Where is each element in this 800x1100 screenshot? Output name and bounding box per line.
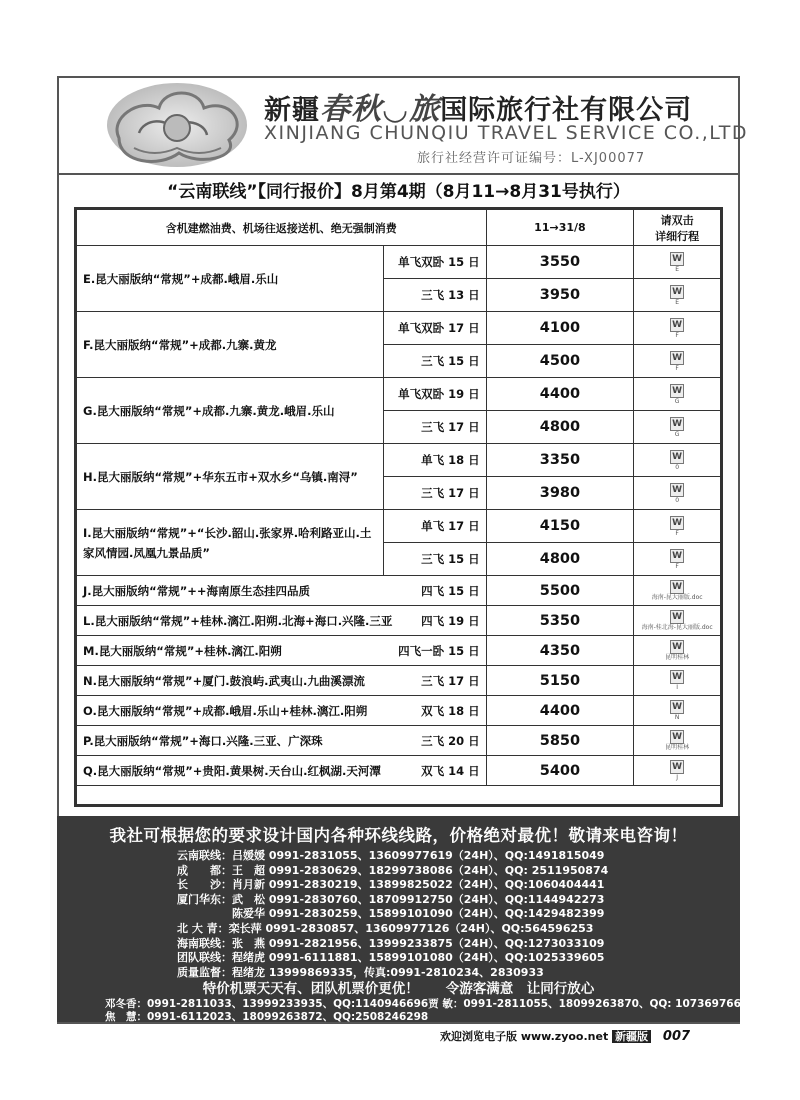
doc-caption: 0	[675, 496, 680, 504]
route-cell	[77, 756, 487, 786]
table-row	[77, 246, 721, 279]
period-title: “云南联线”【同行报价】8月第4期（8月11→8月31号执行）	[167, 182, 630, 202]
price-value: 5150	[486, 666, 634, 696]
travel-mode: 三飞 17 日	[383, 477, 486, 510]
word-doc-icon[interactable]: W	[670, 640, 684, 654]
price-value: 3950	[486, 279, 634, 312]
detail-doc-cell[interactable]	[634, 606, 721, 636]
contact-line: 海南联线：张 燕 0991-2821956、13999233875（24H）、QQ:1273033109	[177, 936, 605, 950]
route-cell	[77, 696, 487, 726]
detail-doc-cell[interactable]	[634, 696, 721, 726]
contact-line: 长 沙：肖月新 0991-2830219、13899825022（24H）、QQ:1060404441	[177, 878, 605, 892]
price-value: 3350	[486, 444, 634, 477]
travel-mode: 单飞 17 日	[383, 510, 486, 543]
company-name-cn: 新疆春秋◡旅国际旅行社有限公司	[264, 92, 693, 127]
doc-caption: 0	[675, 463, 680, 471]
word-doc-icon[interactable]: W	[670, 285, 684, 299]
travel-mode: 双飞 18 日	[421, 703, 480, 718]
travel-mode: 三飞 15 日	[383, 345, 486, 378]
price-table	[76, 209, 721, 786]
doc-caption: G	[674, 397, 680, 405]
word-doc-icon[interactable]: W	[670, 610, 684, 624]
price-value: 4100	[486, 312, 634, 345]
word-doc-icon[interactable]: W	[670, 516, 684, 530]
extra-contact-1: 邓冬香：0991-2811033、13999233935、QQ:1140946696贾 敏：0991-2811055、18099263870、QQ: 1073697663	[105, 998, 749, 1010]
travel-mode: 单飞双卧 17 日	[383, 312, 486, 345]
route-cell	[77, 606, 487, 636]
detail-doc-cell[interactable]	[634, 576, 721, 606]
table-row	[77, 312, 721, 345]
promo-box	[57, 816, 749, 1023]
table-row	[77, 606, 721, 636]
doc-caption: E	[675, 298, 680, 306]
header-date: 11→31/8	[486, 210, 634, 246]
route-name: H.昆大丽版纳“常规”+华东五市+双水乡“乌镇.南浔”	[77, 444, 384, 510]
word-doc-icon[interactable]: W	[670, 483, 684, 497]
word-doc-icon[interactable]: W	[670, 580, 684, 594]
contact-line: 厦门华东：武 松 0991-2830760、18709912750（24H）、QQ:1144942273	[177, 892, 605, 906]
travel-mode: 三飞 15 日	[383, 543, 486, 576]
doc-caption: N	[674, 714, 680, 722]
contact-line: 团队联线：程绪虎 0991-6111881、15899101080（24H）、QQ:1025339605	[177, 951, 605, 965]
route-name: O.昆大丽版纳“常规”+成都.峨眉.乐山+桂林.漓江.阳朔	[83, 703, 368, 718]
route-cell	[77, 726, 487, 756]
price-value: 5850	[486, 726, 634, 756]
travel-mode: 四飞 15 日	[421, 583, 480, 598]
price-value: 4400	[486, 696, 634, 726]
route-name: I.昆大丽版纳“常规”+“长沙.韶山.张家界.哈利路亚山.土家风情园.凤凰九景品质”	[77, 510, 384, 576]
header	[59, 78, 749, 173]
travel-mode: 双飞 14 日	[421, 763, 480, 778]
detail-doc-cell[interactable]	[634, 543, 721, 576]
header-divider	[57, 173, 740, 175]
detail-doc-cell[interactable]	[634, 666, 721, 696]
travel-mode: 单飞 18 日	[383, 444, 486, 477]
word-doc-icon[interactable]: W	[670, 318, 684, 332]
price-value: 5500	[486, 576, 634, 606]
footer	[440, 1028, 690, 1044]
price-value: 5400	[486, 756, 634, 786]
doc-caption: 昆明桂林	[665, 654, 690, 662]
word-doc-icon[interactable]: W	[670, 384, 684, 398]
doc-caption: F	[675, 562, 679, 570]
detail-doc-cell[interactable]	[634, 756, 721, 786]
detail-doc-cell[interactable]	[634, 477, 721, 510]
table-row	[77, 666, 721, 696]
table-row	[77, 444, 721, 477]
route-name: E.昆大丽版纳“常规”+成都.峨眉.乐山	[77, 246, 384, 312]
word-doc-icon[interactable]: W	[670, 760, 684, 774]
detail-doc-cell[interactable]	[634, 510, 721, 543]
price-value: 3980	[486, 477, 634, 510]
detail-doc-cell[interactable]	[634, 636, 721, 666]
word-doc-icon[interactable]: W	[670, 700, 684, 714]
price-value: 4350	[486, 636, 634, 666]
route-cell	[77, 636, 487, 666]
table-row	[77, 756, 721, 786]
contact-line: 质量监督：程绪龙 13999869335，传真:0991-2810234、2830933	[177, 965, 544, 979]
detail-doc-cell[interactable]	[634, 345, 721, 378]
travel-mode: 单飞双卧 15 日	[383, 246, 486, 279]
license-number: 旅行社经营许可证编号：L-XJ00077	[417, 151, 646, 166]
word-doc-icon[interactable]: W	[670, 549, 684, 563]
doc-caption: 海南-昆大丽版.doc	[651, 594, 703, 602]
route-name: G.昆大丽版纳“常规”+成都.九寨.黄龙.峨眉.乐山	[77, 378, 384, 444]
price-value: 5350	[486, 606, 634, 636]
detail-doc-cell[interactable]	[634, 279, 721, 312]
detail-doc-cell[interactable]	[634, 312, 721, 345]
header-detail: 请双击 详细行程	[634, 210, 721, 246]
travel-mode: 三飞 13 日	[383, 279, 486, 312]
price-value: 4150	[486, 510, 634, 543]
doc-caption: 昆明桂林	[665, 744, 690, 752]
page-number: 007	[662, 1029, 691, 1044]
route-name: M.昆大丽版纳“常规”+桂林.漓江.阳朔	[83, 643, 282, 658]
doc-caption: 海南-桂北海-昆大丽版.doc	[641, 624, 713, 632]
detail-doc-cell[interactable]	[634, 444, 721, 477]
word-doc-icon[interactable]: W	[670, 730, 684, 744]
contact-line: 陈爱华 0991-2830259、15899101090（24H）、QQ:1429482399	[177, 907, 605, 921]
footer-badge: 新疆版	[612, 1030, 651, 1043]
price-value: 4400	[486, 378, 634, 411]
contact-line: 北 大 青：栾长萍 0991-2830857、13609977126（24H）、QQ:564596253	[177, 922, 594, 935]
promo-slogan: 我社可根据您的要求设计国内各种环线线路，价格绝对最优！敬请来电咨询！	[109, 826, 688, 845]
route-name: L.昆大丽版纳“常规”+桂林.漓江.阳朔.北海+海口.兴隆.三亚	[83, 613, 393, 628]
doc-caption: J	[676, 774, 679, 782]
company-name-en: XINJIANG CHUNQIU TRAVEL SERVICE CO.,LTD	[264, 122, 749, 144]
doc-caption: F	[675, 529, 679, 537]
table-row	[77, 726, 721, 756]
header-desc: 含机建燃油费、机场往返接送机、绝无强制消费	[77, 210, 487, 246]
detail-doc-cell[interactable]	[634, 246, 721, 279]
word-doc-icon[interactable]: W	[670, 450, 684, 464]
word-doc-icon[interactable]: W	[670, 670, 684, 684]
route-name: P.昆大丽版纳“常规”+海口.兴隆.三亚、广深珠	[83, 733, 323, 748]
footer-text: 欢迎浏览电子版 www.zyoo.net	[440, 1030, 609, 1043]
extra-contact-2: 焦 慧：0991-6112023、18099263872、QQ:2508246298	[105, 1011, 429, 1023]
doc-caption: I	[676, 684, 679, 692]
doc-caption: F	[675, 331, 679, 339]
table-row	[77, 378, 721, 411]
route-cell	[77, 666, 487, 696]
detail-doc-cell[interactable]	[634, 378, 721, 411]
route-name: Q.昆大丽版纳“常规”+贵阳.黄果树.天台山.红枫湖.天河潭	[83, 763, 381, 778]
route-cell	[77, 576, 487, 606]
word-doc-icon[interactable]: W	[670, 417, 684, 431]
doc-caption: E	[675, 265, 680, 273]
travel-mode: 三飞 17 日	[421, 673, 480, 688]
route-name: J.昆大丽版纳“常规”++海南原生态挂四品质	[83, 583, 311, 598]
word-doc-icon[interactable]: W	[670, 252, 684, 266]
promo-slogan-2: 特价机票天天有、团队机票价更优！ 令游客满意 让同行放心	[202, 981, 595, 997]
word-doc-icon[interactable]: W	[670, 351, 684, 365]
contact-line: 成 都：王 超 0991-2830629、18299738086（24H）、QQ: 2511950874	[177, 863, 609, 877]
table-row	[77, 576, 721, 606]
detail-doc-cell[interactable]	[634, 411, 721, 444]
price-value: 4800	[486, 411, 634, 444]
price-value: 4800	[486, 543, 634, 576]
travel-mode: 单飞双卧 19 日	[383, 378, 486, 411]
detail-doc-cell[interactable]	[634, 726, 721, 756]
doc-caption: F	[675, 364, 679, 372]
price-value: 4500	[486, 345, 634, 378]
travel-mode: 三飞 17 日	[383, 411, 486, 444]
doc-caption: G	[674, 430, 680, 438]
route-name: N.昆大丽版纳“常规”+厦门.鼓浪屿.武夷山.九曲溪漂流	[83, 673, 365, 688]
contact-line: 云南联线：吕媛媛 0991-2831055、13609977619（24H）、QQ:1491815049	[177, 849, 605, 862]
table-row	[77, 636, 721, 666]
cloud-logo-icon	[99, 78, 254, 173]
travel-mode: 三飞 20 日	[421, 733, 480, 748]
travel-mode: 四飞 19 日	[421, 613, 480, 628]
price-value: 3550	[486, 246, 634, 279]
table-row	[77, 696, 721, 726]
route-name: F.昆大丽版纳“常规”+成都.九寨.黄龙	[77, 312, 384, 378]
table-row	[77, 510, 721, 543]
travel-mode: 四飞一卧 15 日	[398, 643, 480, 658]
